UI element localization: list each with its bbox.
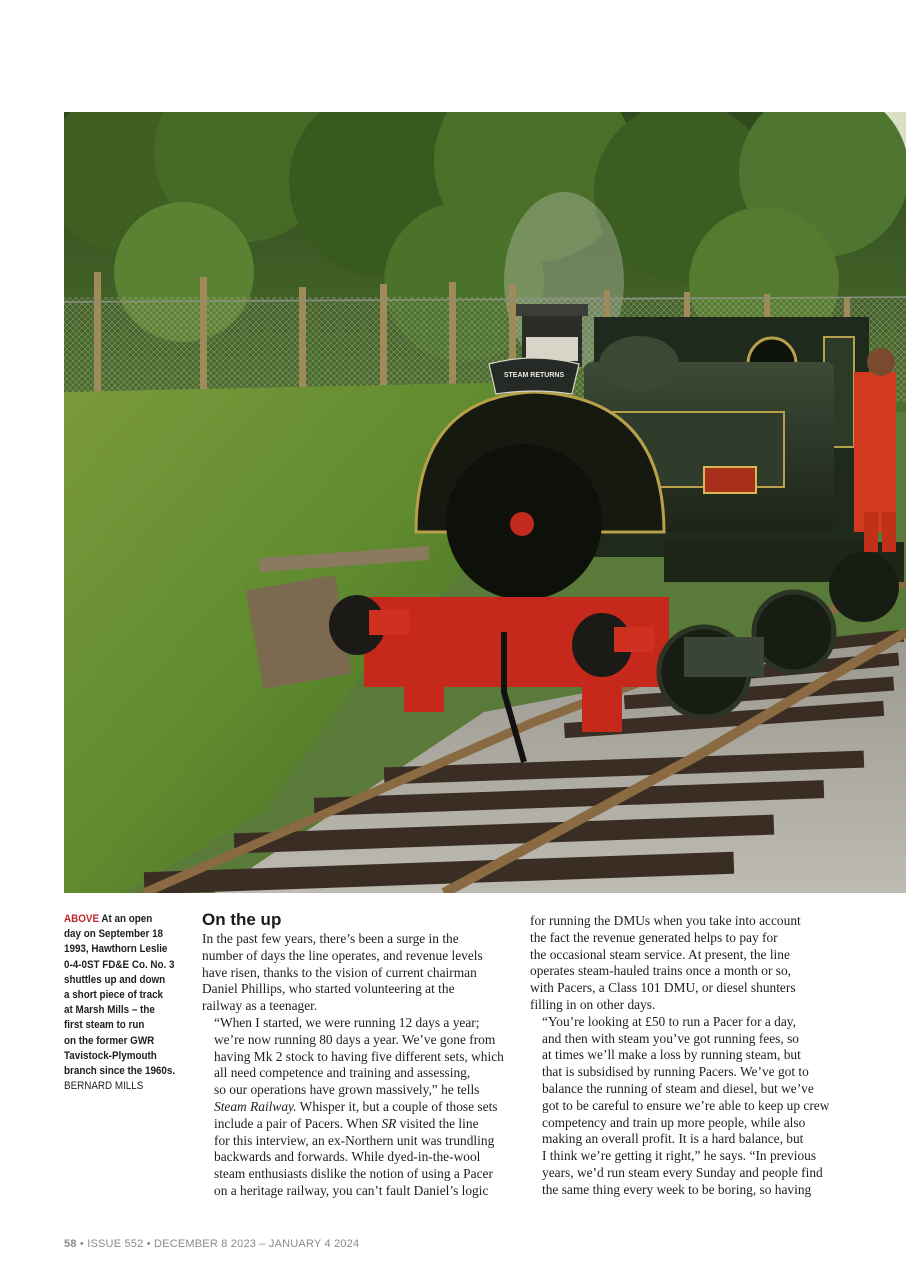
paragraph	[530, 913, 848, 1014]
text-fragment: include a pair of Pacers. When	[214, 1115, 382, 1131]
issue-dates: DECEMBER 8 2023 – JANUARY 4 2024	[154, 1238, 360, 1250]
text-line: filling in on other days.	[530, 996, 656, 1012]
text-line: with Pacers, a Class 101 DMU, or diesel shunters	[530, 980, 796, 996]
text-fragment: Whisper it, but a couple of those sets	[296, 1098, 498, 1114]
photo-caption	[64, 912, 176, 1094]
text-line: railway as a teenager.	[202, 998, 318, 1014]
text-line: and then with steam you’ve got running fees, so	[542, 1030, 799, 1046]
footer-separator: •	[143, 1238, 155, 1250]
locomotive-illustration	[64, 112, 906, 893]
caption-line: at Marsh Mills – the	[64, 1004, 155, 1017]
caption-line: 0-4-0ST FD&E Co. No. 3	[64, 958, 175, 971]
paragraph	[530, 1014, 848, 1199]
paragraph	[202, 931, 518, 1015]
text-line: got to be careful to ensure we’re able to keep up crew	[542, 1097, 830, 1113]
page-footer	[64, 1238, 359, 1250]
text-line: we’re now running 80 days a year. We’ve gone from	[214, 1031, 496, 1047]
caption-line: 1993, Hawthorn Leslie	[64, 943, 168, 956]
text-line: years, we’d run steam every Sunday and people find	[542, 1164, 823, 1180]
paragraph	[202, 1015, 518, 1200]
page-number: 58	[64, 1238, 77, 1250]
section-heading: On the up	[202, 910, 282, 929]
text-line: “You’re looking at £50 to run a Pacer for a day,	[542, 1013, 796, 1029]
text-line: balance the running of steam and diesel, but we’ve	[542, 1080, 814, 1096]
text-line: so our operations have grown massively,” he tells	[214, 1082, 480, 1098]
text-line	[202, 1099, 518, 1116]
text-line: for running the DMUs when you take into account	[530, 913, 801, 928]
caption-line: a short piece of track	[64, 989, 164, 1002]
article-column-2	[530, 913, 848, 1199]
caption-lead: ABOVE	[64, 913, 100, 925]
text-line: that is subsidised by running Pacers. We’ve got to	[542, 1064, 809, 1080]
text-line: for this interview, an ex-Northern unit was trundling	[214, 1132, 495, 1148]
text-line: competency and train up more people, while also	[542, 1114, 806, 1130]
caption-line: At an open	[101, 913, 153, 925]
caption-line: branch since the 1960s.	[64, 1065, 176, 1078]
text-fragment: visited the line	[396, 1115, 479, 1131]
text-line: Daniel Phillips, who started volunteering at the	[202, 981, 455, 997]
footer-separator: •	[76, 1238, 88, 1250]
text-line: operates steam-hauled trains once a month or so,	[530, 963, 792, 979]
text-line: making an overall profit. It is a hard balance, but	[542, 1131, 804, 1147]
text-line: backwards and forwards. While dyed-in-the-wool	[214, 1149, 481, 1165]
caption-line: day on September 18	[64, 928, 164, 941]
headboard-text: STEAM RETURNS	[503, 372, 565, 379]
publication-name: Steam Railway.	[214, 1098, 297, 1114]
text-line: all need competence and training and assessing,	[214, 1065, 471, 1081]
text-line: on a heritage railway, you can’t fault Daniel’s logic	[214, 1182, 489, 1198]
text-line: In the past few years, there’s been a surge in the	[202, 931, 459, 946]
text-line: “When I started, we were running 12 days a year;	[214, 1014, 480, 1030]
text-line: the same thing every week to be boring, so having	[542, 1181, 812, 1197]
text-line: have risen, thanks to the vision of current chairman	[202, 964, 477, 980]
issue-number: ISSUE 552	[87, 1238, 144, 1250]
photo-credit: BERNARD MILLS	[64, 1080, 144, 1093]
text-line: the occasional steam service. At present, the line	[530, 946, 790, 962]
text-line: having Mk 2 stock to having five different sets, which	[214, 1048, 504, 1064]
caption-line: shuttles up and down	[64, 973, 166, 986]
publication-abbrev: SR	[381, 1115, 397, 1131]
caption-line: first steam to run	[64, 1019, 145, 1032]
article-column-1	[202, 910, 518, 1200]
locomotive-photo	[64, 112, 906, 893]
text-line: the fact the revenue generated helps to pay for	[530, 929, 778, 945]
text-line: number of days the line operates, and revenue levels	[202, 947, 483, 963]
text-line: I think we’re getting it right,” he says. “In previous	[542, 1148, 817, 1164]
text-line: steam enthusiasts dislike the notion of using a Pacer	[214, 1166, 493, 1182]
caption-line: on the former GWR	[64, 1034, 155, 1047]
caption-line: Tavistock-Plymouth	[64, 1049, 157, 1062]
text-line	[202, 1116, 518, 1133]
text-line: at times we’ll make a loss by running steam, but	[542, 1047, 801, 1063]
